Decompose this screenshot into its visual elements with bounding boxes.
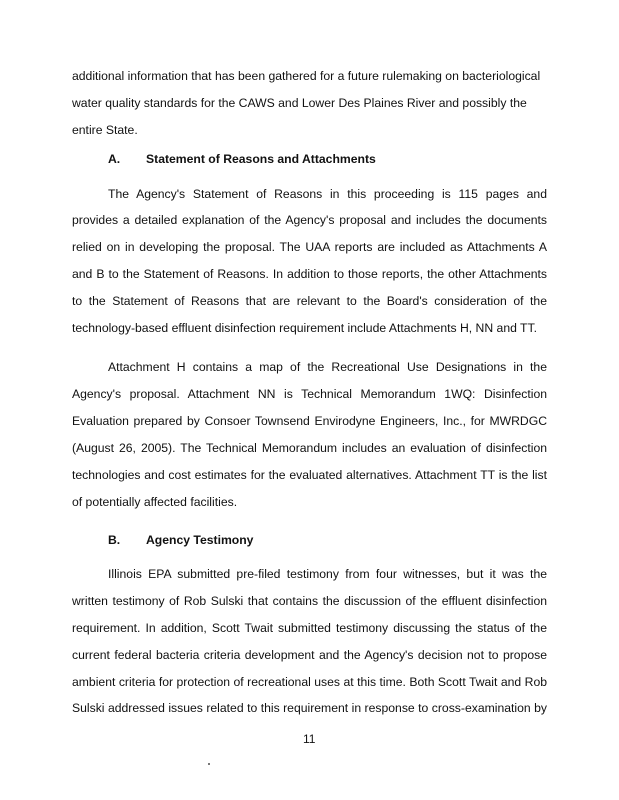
- paragraph-line: and B to the Statement of Reasons. In addition to those reports, the other Attachments: [72, 267, 547, 281]
- paragraph-line: additional information that has been gathered for a future rulemaking on bacteriological: [72, 69, 541, 83]
- paragraph-line: technology-based effluent disinfection requirement include Attachments H, NN and TT.: [72, 321, 537, 335]
- paragraph-line: current federal bacteria criteria development and the Agency's decision not to propose: [72, 648, 547, 662]
- paragraph-line: The Agency's Statement of Reasons in this proceeding is 115 pages and: [108, 187, 547, 201]
- page-number: 11: [303, 732, 316, 746]
- paragraph-line: to the Statement of Reasons that are relevant to the Board's consideration of the: [72, 294, 547, 308]
- paragraph-line: entire State.: [72, 123, 138, 137]
- paragraph-line: (August 26, 2005). The Technical Memorandum includes an evaluation of disinfection: [72, 441, 547, 455]
- paragraph-line: requirement. In addition, Scott Twait submitted testimony discussing the status of the: [72, 621, 547, 635]
- paragraph-line: ambient criteria for protection of recreational uses at this time. Both Scott Twait and Rob: [72, 675, 547, 689]
- scan-speck: [208, 763, 210, 765]
- paragraph-line: water quality standards for the CAWS and Lower Des Plaines River and possibly the: [72, 96, 527, 110]
- section-b-title: Agency Testimony: [146, 533, 254, 547]
- section-a-letter: A.: [108, 152, 121, 166]
- paragraph-line: written testimony of Rob Sulski that contains the discussion of the effluent disinfection: [72, 594, 547, 608]
- section-b-letter: B.: [108, 533, 121, 547]
- section-a-title: Statement of Reasons and Attachments: [146, 152, 376, 166]
- paragraph-line: technologies and cost estimates for the evaluated alternatives. Attachment TT is the list: [72, 468, 547, 482]
- paragraph-line: provides a detailed explanation of the Agency's proposal and includes the documents: [72, 213, 547, 227]
- paragraph-line: relied on in developing the proposal. The UAA reports are included as Attachments A: [72, 240, 547, 254]
- paragraph-line: Illinois EPA submitted pre-filed testimony from four witnesses, but it was the: [108, 567, 547, 581]
- paragraph-line: Sulski addressed issues related to this requirement in response to cross-examination by: [72, 701, 547, 715]
- paragraph-line: Attachment H contains a map of the Recreational Use Designations in the: [108, 360, 547, 374]
- paragraph-line: Evaluation prepared by Consoer Townsend Envirodyne Engineers, Inc., for MWRDGC: [72, 414, 547, 428]
- paragraph-line: of potentially affected facilities.: [72, 495, 238, 509]
- paragraph-line: Agency's proposal. Attachment NN is Technical Memorandum 1WQ: Disinfection: [72, 387, 547, 401]
